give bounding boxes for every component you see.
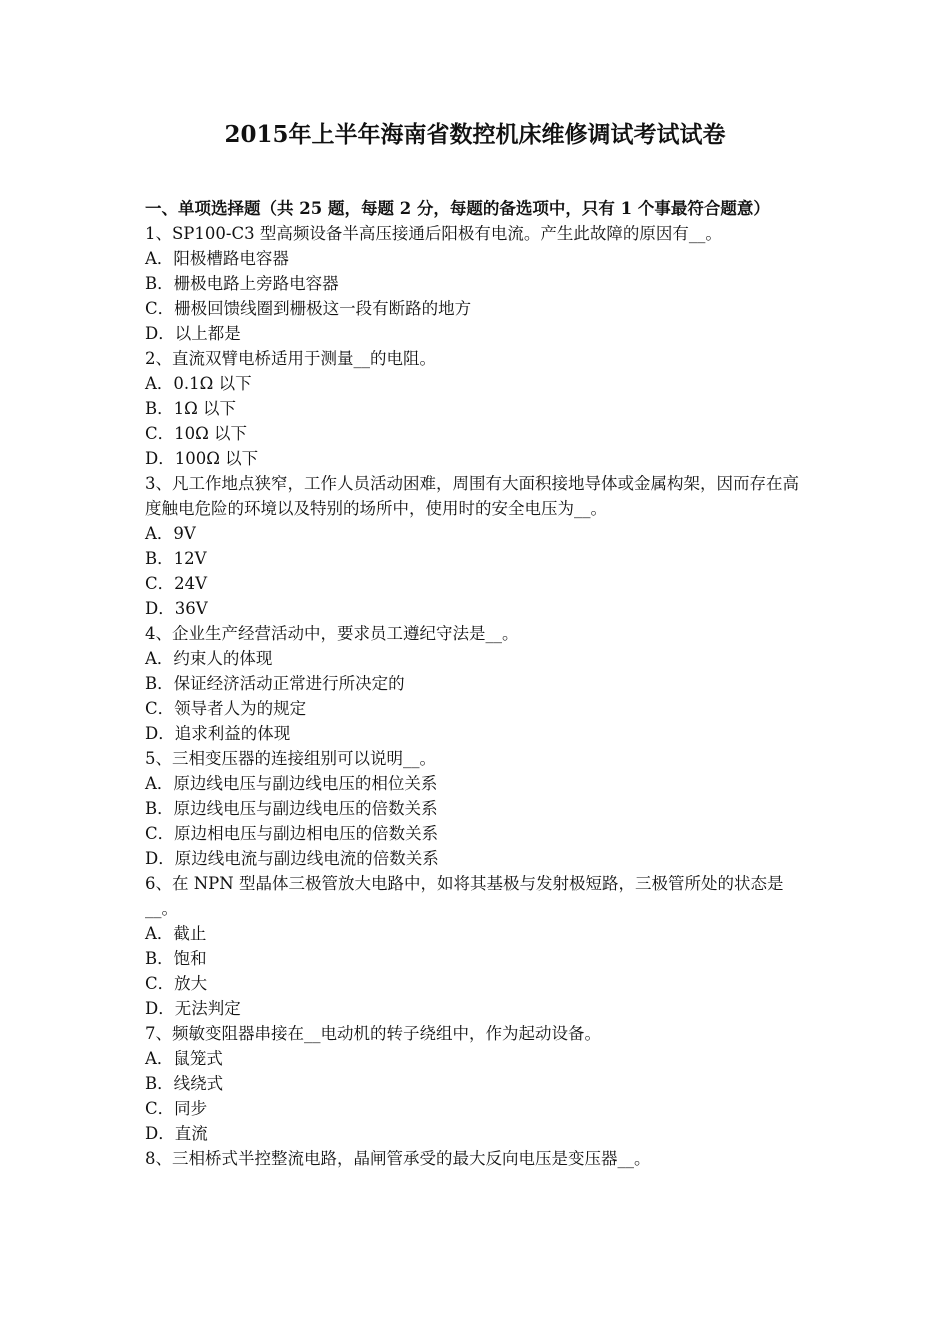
- option-a: A．截止: [145, 924, 207, 943]
- question-3: [145, 471, 810, 621]
- option-d: D．直流: [145, 1124, 208, 1143]
- option-b: B．12V: [145, 549, 207, 568]
- option-d: D．以上都是: [145, 324, 241, 343]
- option-a: A．原边线电压与副边线电压的相位关系: [145, 774, 438, 793]
- question-stem: 1、SP100-C3 型高频设备半高压接通后阳极有电流。产生此故障的原因有__。: [145, 224, 722, 243]
- question-6: [145, 871, 810, 1021]
- question-stem: 2、直流双臂电桥适用于测量__的电阻。: [145, 349, 436, 368]
- option-c: C．10Ω 以下: [145, 424, 248, 443]
- option-c: C．24V: [145, 574, 208, 593]
- option-a: A．0.1Ω 以下: [145, 374, 252, 393]
- question-8: [145, 1146, 810, 1171]
- option-b: B．栅极电路上旁路电容器: [145, 274, 339, 293]
- option-d: D．追求利益的体现: [145, 724, 291, 743]
- option-c: C．同步: [145, 1099, 208, 1118]
- option-c: C．原边相电压与副边相电压的倍数关系: [145, 824, 439, 843]
- option-b: B．保证经济活动正常进行所决定的: [145, 674, 405, 693]
- option-a: A．阳极槽路电容器: [145, 249, 289, 268]
- question-stem: 6、在 NPN 型晶体三极管放大电路中，如将其基极与发射极短路，三极管所处的状态是__。: [145, 874, 784, 918]
- option-d: D．原边线电流与副边线电流的倍数关系: [145, 849, 439, 868]
- question-4: [145, 621, 810, 746]
- option-c: C．领导者人为的规定: [145, 699, 307, 718]
- document-body: [145, 196, 810, 1171]
- option-b: B．1Ω 以下: [145, 399, 237, 418]
- option-c: C．放大: [145, 974, 208, 993]
- question-5: [145, 746, 810, 871]
- option-d: D．100Ω 以下: [145, 449, 259, 468]
- option-b: B．饱和: [145, 949, 207, 968]
- question-2: [145, 346, 810, 471]
- question-7: [145, 1021, 810, 1146]
- option-a: A．9V: [145, 524, 196, 543]
- question-stem: 5、三相变压器的连接组别可以说明__。: [145, 749, 436, 768]
- question-1: [145, 221, 810, 346]
- option-b: B．原边线电压与副边线电压的倍数关系: [145, 799, 438, 818]
- question-stem: 7、频敏变阻器串接在__电动机的转子绕组中，作为起动设备。: [145, 1024, 601, 1043]
- document-title: 2015年上半年海南省数控机床维修调试考试试卷: [224, 121, 726, 148]
- question-stem: 4、企业生产经营活动中，要求员工遵纪守法是__。: [145, 624, 519, 643]
- option-d: D．36V: [145, 599, 208, 618]
- option-a: A．约束人的体现: [145, 649, 273, 668]
- question-stem: 8、三相桥式半控整流电路，晶闸管承受的最大反向电压是变压器__。: [145, 1149, 651, 1168]
- section-heading: 一、单项选择题（共 25 题，每题 2 分，每题的备选项中，只有 1 个事最符合题意）: [145, 199, 770, 218]
- question-stem: 3、凡工作地点狭窄，工作人员活动困难，周围有大面积接地导体或金属构架，因而存在高度触电危险的环境以及特别的场所中，使用时的安全电压为__。: [145, 474, 799, 518]
- option-a: A．鼠笼式: [145, 1049, 223, 1068]
- option-c: C．栅极回馈线圈到栅极这一段有断路的地方: [145, 299, 472, 318]
- option-d: D．无法判定: [145, 999, 241, 1018]
- option-b: B．线绕式: [145, 1074, 224, 1093]
